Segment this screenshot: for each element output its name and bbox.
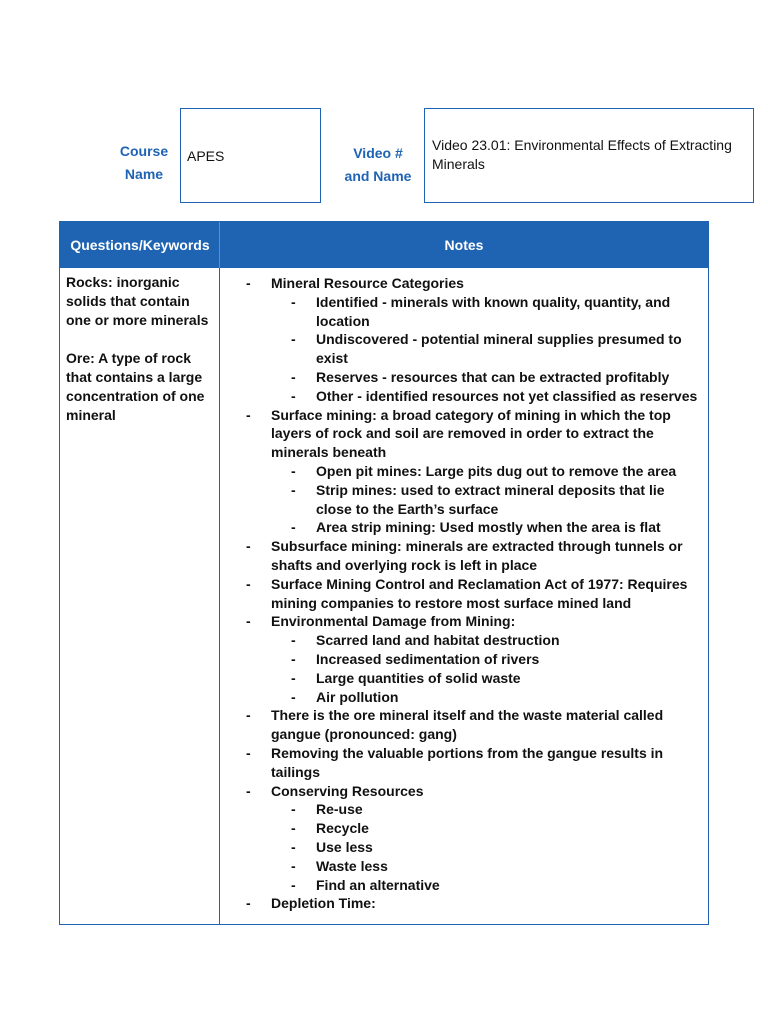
bullet-dash: -: [291, 481, 296, 498]
note-subitem: [246, 819, 704, 838]
note-text: Surface mining: a broad category of mining in which the top layers of rock and soil are removed in order to extract the minerals beneath: [271, 406, 671, 461]
note-text: Environmental Damage from Mining:: [271, 613, 516, 630]
note-item: [246, 706, 704, 744]
note-text: Reserves - resources that can be extracted profitably: [316, 368, 670, 385]
note-subitem: [246, 857, 704, 876]
note-text: Undiscovered - potential mineral supplies presumed to exist: [316, 331, 682, 367]
note-subitem: [246, 462, 704, 481]
note-text: Area strip mining: Used mostly when the area is flat: [316, 519, 661, 536]
bullet-dash: -: [246, 707, 251, 724]
note-item: [246, 782, 704, 801]
note-text: Other - identified resources not yet classified as reserves: [316, 387, 698, 404]
bullet-dash: -: [291, 801, 296, 818]
note-text: Removing the valuable portions from the gangue results in tailings: [271, 744, 664, 780]
bullet-dash: -: [291, 876, 296, 893]
bullet-dash: -: [246, 575, 251, 592]
course-name-value: APES: [187, 148, 225, 164]
notes-header: Notes: [444, 237, 484, 253]
video-name-label: [335, 142, 421, 188]
note-text: Air pollution: [316, 688, 399, 705]
note-item: [246, 744, 704, 782]
bullet-dash: -: [291, 857, 296, 874]
note-text: Open pit mines: Large pits dug out to remove the area: [316, 462, 677, 479]
note-subitem: [246, 293, 704, 331]
note-subitem: [246, 481, 704, 519]
note-item: [246, 575, 704, 613]
video-name-value: Video 23.01: Environmental Effects of Extracting Minerals: [432, 137, 732, 172]
note-subitem: [246, 800, 704, 819]
note-subitem: [246, 387, 704, 406]
note-text: Mineral Resource Categories: [271, 275, 464, 291]
note-text: Conserving Resources: [271, 782, 424, 799]
note-item: [246, 274, 704, 293]
note-subitem: [246, 518, 704, 537]
note-text: Re-use: [316, 801, 363, 818]
bullet-dash: -: [291, 387, 296, 404]
note-subitem: [246, 631, 704, 650]
note-text: Use less: [316, 838, 373, 855]
bullet-dash: -: [246, 782, 251, 799]
note-text: Depletion Time:: [271, 895, 376, 912]
note-subitem: [246, 688, 704, 707]
video-label-line-1: Video #: [353, 145, 403, 161]
note-subitem: [246, 368, 704, 387]
keyword-entry: Rocks: inorganic solids that contain one or more minerals: [66, 274, 209, 328]
note-text: Increased sedimentation of rivers: [316, 650, 540, 667]
note-text: Waste less: [316, 857, 388, 874]
note-text: Recycle: [316, 820, 369, 837]
note-text: Surface Mining Control and Reclamation Act of 1977: Requires mining companies to restore most surface mined land: [271, 575, 688, 611]
note-item: [246, 406, 704, 462]
notes-column: [246, 274, 704, 913]
note-item: [246, 537, 704, 575]
note-subitem: [246, 838, 704, 857]
keyword-entry: Ore: A type of rock that contains a large concentration of one mineral: [66, 350, 205, 423]
bullet-dash: -: [291, 331, 296, 348]
video-name-field: [424, 108, 754, 203]
note-text: Subsurface mining: minerals are extracted through tunnels or shafts and overlying rock is left in place: [271, 538, 683, 573]
bullet-dash: -: [291, 462, 296, 479]
note-text: Strip mines: used to extract mineral deposits that lie close to the Earth’s surface: [316, 481, 665, 517]
bullet-dash: -: [246, 744, 251, 761]
bullet-dash: -: [291, 838, 296, 855]
note-text: There is the ore mineral itself and the waste material called gangue (pronounced: gang): [271, 707, 664, 743]
bullet-dash: -: [246, 895, 251, 912]
note-text: Large quantities of solid waste: [316, 669, 521, 686]
questions-keywords-header: Questions/Keywords: [70, 237, 210, 253]
course-name-label: [108, 140, 180, 186]
bullet-dash: -: [291, 688, 296, 705]
course-name-field: [180, 108, 321, 203]
note-text: Find an alternative: [316, 876, 440, 893]
note-text: Scarred land and habitat destruction: [316, 632, 560, 649]
note-subitem: [246, 876, 704, 895]
bullet-dash: -: [291, 669, 296, 686]
bullet-dash: -: [291, 820, 296, 837]
bullet-dash: -: [291, 632, 296, 649]
bullet-dash: -: [291, 293, 296, 310]
note-item: [246, 894, 704, 913]
cornell-notes-table: [59, 221, 709, 925]
note-text: Identified - minerals with known quality, quantity, and location: [316, 293, 671, 329]
note-item: [246, 612, 704, 631]
bullet-dash: -: [246, 406, 251, 423]
video-label-line-2: and Name: [344, 168, 412, 184]
bullet-dash: -: [246, 538, 251, 555]
note-subitem: [246, 669, 704, 688]
bullet-dash: -: [246, 275, 251, 291]
table-header-row: [60, 222, 708, 268]
column-divider: [219, 268, 220, 924]
course-label-line-2: Name: [124, 166, 164, 182]
bullet-dash: -: [291, 368, 296, 385]
bullet-dash: -: [246, 613, 251, 630]
questions-column: [66, 273, 216, 444]
note-subitem: [246, 650, 704, 669]
bullet-dash: -: [291, 650, 296, 667]
note-subitem: [246, 330, 704, 368]
course-label-line-1: Course: [119, 143, 169, 159]
bullet-dash: -: [291, 519, 296, 536]
